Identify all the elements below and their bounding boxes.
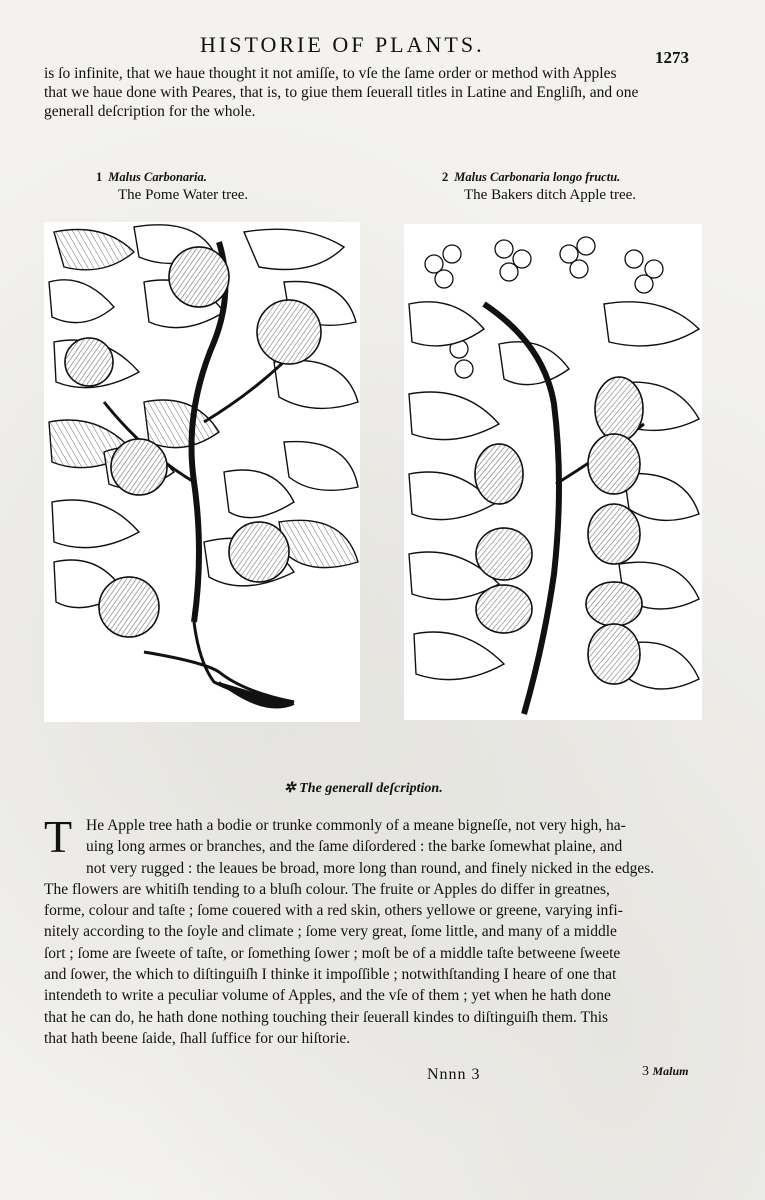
paragraph-line: uing long armes or branches, and the ſame diſordered : the barke ſomewhat plaine, and bbox=[86, 838, 623, 856]
page-number: 1273 bbox=[655, 48, 689, 67]
paragraph-line: that he can do, he hath done nothing touching their ſeuerall kindes to diſtinguiſh them. This bbox=[44, 1008, 609, 1026]
intro-line: is ſo infinite, that we haue thought it not amiſſe, to vſe the ſame order or method with Apples bbox=[44, 65, 617, 82]
intro-line: that we haue done with Peares, that is, to giue them ſeuerall titles in Latine and Engliſh, and one bbox=[44, 84, 639, 101]
figure-1-caption bbox=[96, 168, 248, 204]
intro-paragraph bbox=[44, 64, 709, 121]
apple-branch-illustration bbox=[44, 222, 360, 722]
paragraph-line: that hath beene ſaide, ſhall ſuffice for our hiſtorie. bbox=[44, 1029, 351, 1047]
apple-branch-illustration bbox=[404, 224, 702, 720]
paragraph-line: and ſower, the which to diſtinguiſh I thinke it impoſſible ; notwithſtanding I heare of one that bbox=[44, 966, 617, 984]
catchword bbox=[642, 1064, 689, 1080]
paragraph-line: The flowers are whitiſh tending to a bluſh colour. The fruite or Apples do differ in greatnes, bbox=[44, 880, 610, 898]
intro-line: generall deſcription for the whole. bbox=[44, 103, 256, 120]
woodcut-bakers-ditch-apple-tree bbox=[404, 224, 702, 720]
signature-mark: Nnnn 3 bbox=[427, 1066, 481, 1083]
paragraph-line: not very rugged : the leaues be broad, more long than round, and finely nicked in the edges. bbox=[86, 859, 655, 877]
figure-latin-name: Malus Carbonaria longo fructu. bbox=[454, 170, 621, 184]
drop-cap: T bbox=[44, 811, 73, 862]
figure-number: 2 bbox=[442, 170, 449, 184]
figure-english-name: The Pome Water tree. bbox=[118, 187, 249, 203]
catchword-word: Malum bbox=[652, 1064, 689, 1078]
figure-latin-name: Malus Carbonaria. bbox=[108, 170, 207, 184]
paragraph-line: ſort ; ſome are ſweete of taſte, or ſomething ſower ; moſt be of a middle taſte betweene ſweete bbox=[44, 944, 621, 962]
figure-english-name: The Bakers ditch Apple tree. bbox=[464, 187, 637, 203]
woodcut-pome-water-tree bbox=[44, 222, 360, 722]
paragraph-line: forme, colour and taſte ; ſome couered with a red skin, others yellowe or greene, varying infi- bbox=[44, 902, 623, 920]
paragraph-line: He Apple tree hath a bodie or trunke commonly of a meane bigneſſe, not very high, ha- bbox=[86, 817, 626, 834]
figure-2-caption bbox=[442, 168, 636, 204]
section-heading: ✲ The generall deſcription. bbox=[284, 781, 443, 796]
description-paragraph bbox=[44, 811, 714, 1049]
catchword-number: 3 bbox=[642, 1064, 649, 1079]
running-title: HISTORIE OF PLANTS. bbox=[200, 32, 485, 57]
paragraph-line: intendeth to write a peculiar volume of Apples, and the vſe of them ; yet when he hath done bbox=[44, 987, 611, 1005]
figure-number: 1 bbox=[96, 170, 103, 184]
paragraph-line: nitely according to the ſoyle and climate ; ſome very great, ſome little, and many of a middle bbox=[44, 923, 617, 941]
